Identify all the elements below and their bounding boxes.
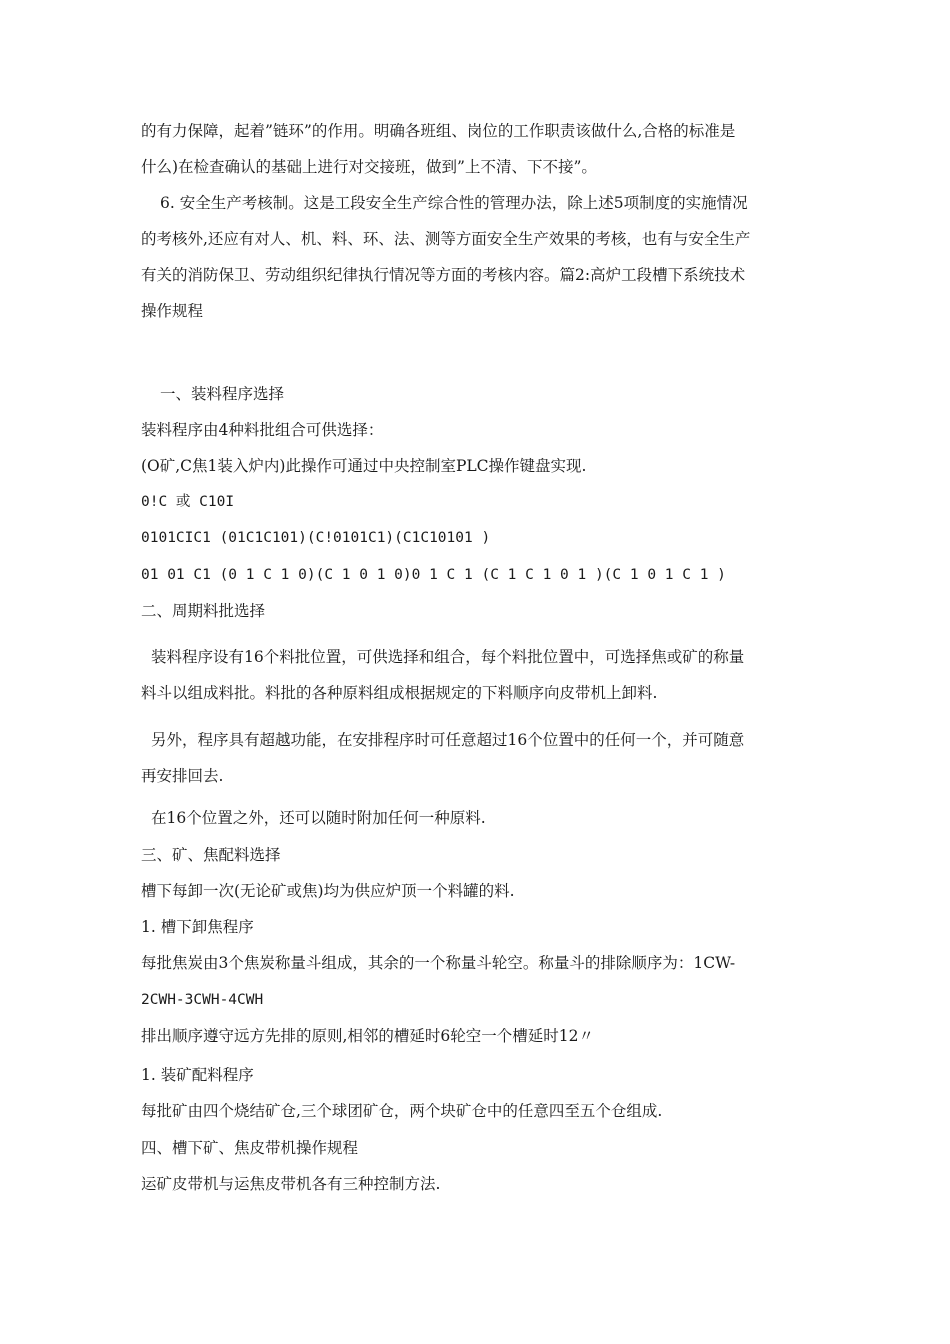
formula-line: 2CWH-3CWH-4CWH	[141, 992, 264, 1008]
paragraph-line: 在16个位置之外，还可以随时附加任何一种原料.	[151, 809, 486, 827]
section-heading: 二、周期料批选择	[141, 602, 266, 620]
paragraph-line: 装料程序由4种料批组合可供选择：	[141, 421, 384, 439]
paragraph-line: 料斗以组成料批。料批的各种原料组成根据规定的下料顺序向皮带机上卸料.	[141, 684, 658, 702]
section-heading: 四、槽下矿、焦皮带机操作规程	[141, 1139, 359, 1157]
section-heading: 三、矿、焦配料选择	[141, 846, 281, 864]
section-heading: 一、装料程序选择	[160, 385, 285, 403]
paragraph-line: 排出顺序遵守远方先排的原则,相邻的槽延时6轮空一个槽延时12〃	[141, 1027, 595, 1045]
paragraph-line: 每批焦炭由3个焦炭称量斗组成，其余的一个称量斗轮空。称量斗的排除顺序为：1CW-	[141, 954, 736, 972]
paragraph-line: 装料程序设有16个料批位置，可供选择和组合，每个料批位置中，可选择焦或矿的称量	[151, 648, 745, 666]
list-item-heading: 1. 装矿配料程序	[141, 1066, 254, 1084]
formula-line: 0101CIC1 (01C1C101)(C!0101C1)(C1C10101 )	[141, 530, 491, 546]
paragraph-line: 再安排回去.	[141, 767, 224, 785]
formula-line: 0!C 或 C10I	[141, 494, 235, 510]
paragraph-line: 每批矿由四个烧结矿仓,三个球团矿仓，两个块矿仓中的任意四至五个仓组成.	[141, 1102, 663, 1120]
list-item-heading: 1. 槽下卸焦程序	[141, 918, 254, 936]
paragraph-line: 另外，程序具有超越功能，在安排程序时可任意超过16个位置中的任何一个，并可随意	[151, 731, 745, 749]
paragraph-line: 操作规程	[141, 302, 204, 320]
paragraph-line: 有关的消防保卫、劳动组织纪律执行情况等方面的考核内容。篇2:高炉工段槽下系统技术	[141, 266, 746, 284]
formula-line: 01 01 C1 (0 1 C 1 0)(C 1 0 1 0)0 1 C 1 (C 1 C 1 0 1 )(C 1 0 1 C 1 )	[141, 567, 726, 583]
paragraph-line: 运矿皮带机与运焦皮带机各有三种控制方法.	[141, 1175, 441, 1193]
paragraph-line: 的考核外,还应有对人、机、料、环、法、测等方面安全生产效果的考核，也有与安全生产	[141, 230, 751, 248]
paragraph-line: (O矿,C焦1装入炉内)此操作可通过中央控制室PLC操作键盘实现.	[141, 457, 587, 475]
paragraph-line: 什么)在检查确认的基础上进行对交接班，做到”上不清、下不接”。	[141, 158, 597, 176]
paragraph-line: 的有力保障，起着”链环”的作用。明确各班组、岗位的工作职责该做什么,合格的标准是	[141, 122, 736, 140]
paragraph-line: 槽下每卸一次(无论矿或焦)均为供应炉顶一个料罐的料.	[141, 882, 515, 900]
paragraph-line: 6. 安全生产考核制。这是工段安全生产综合性的管理办法，除上述5项制度的实施情况	[160, 194, 748, 212]
